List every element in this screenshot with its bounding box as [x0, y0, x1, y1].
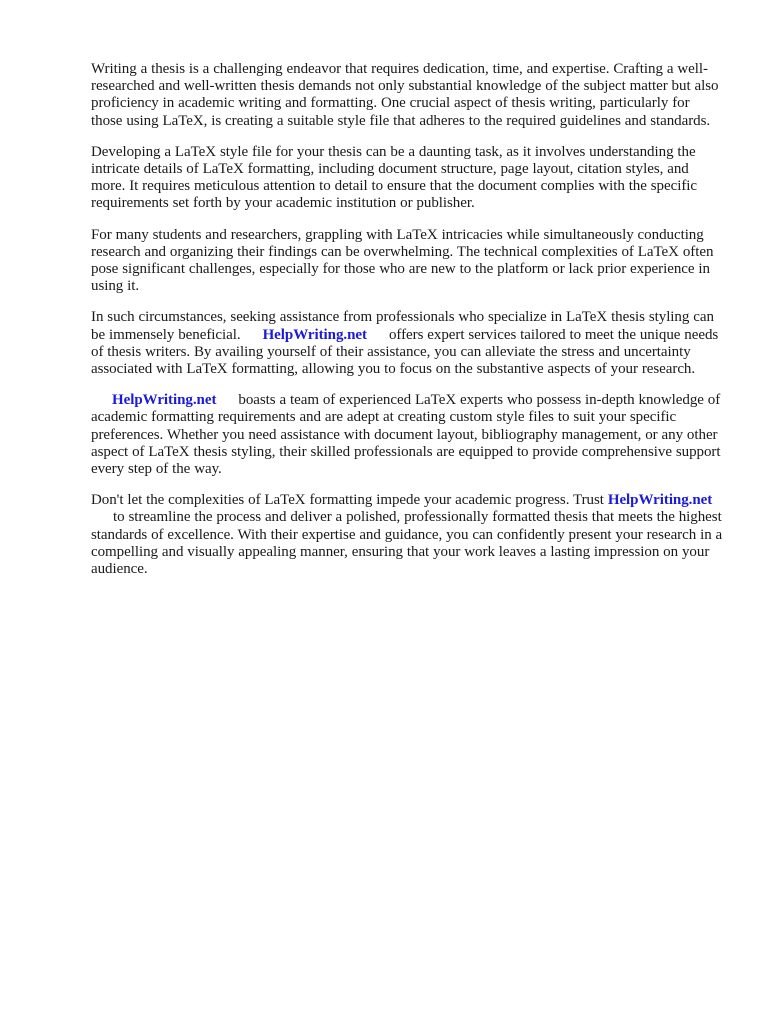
paragraph-5	[91, 392, 723, 478]
paragraph-4	[91, 309, 723, 378]
paragraph-text: For many students and researchers, grappling with LaTeX intricacies while simultaneously conducting research and organizing their findings can be overwhelming. The technical complexities of LaTeX often pose significant challenges, especially for those who are new to the platform or lack prior experience in using it.	[91, 226, 714, 295]
paragraph-text-after: boasts a team of experienced LaTeX experts who possess in-depth knowledge of academic formatting requirements and are adept at creating custom style files to suit your specific preferences. Whether you need assistance with document layout, bibliography management, or any other aspect of LaTeX thesis styling, their skilled professionals are equipped to provide comprehensive support every step of the way.	[91, 392, 721, 478]
paragraph-text-after: to streamline the process and deliver a polished, professionally formatted thesis that meets the highest standards of excellence. With their expertise and guidance, you can confidently present your research in a compelling and visually appealing manner, ensuring that your work leaves a lasting impression on your audience.	[91, 509, 723, 578]
paragraph-text-before: In such circumstances, seeking assistance from professionals who specialize in LaTeX thesis styling can be immensely beneficial.	[91, 309, 714, 343]
paragraph-text: Writing a thesis is a challenging endeavor that requires dedication, time, and expertise. Crafting a well-researched and well-written thesis demands not only substantial knowledge of the subject matter but also proficiency in academic writing and formatting. One crucial aspect of thesis writing, particularly for those using LaTeX, is creating a suitable style file that adheres to the required guidelines and standards.	[91, 61, 719, 129]
paragraph-2	[91, 144, 723, 213]
paragraph-6	[91, 492, 723, 578]
document-page	[91, 61, 723, 592]
paragraph-3	[91, 227, 723, 296]
paragraph-text: Developing a LaTeX style file for your thesis can be a daunting task, as it involves understanding the intricate details of LaTeX formatting, including document structure, page layout, citation styles, and more. It requires meticulous attention to detail to ensure that the document complies with the specific requirements set forth by your academic institution or publisher.	[91, 143, 698, 212]
helpwriting-link[interactable]: HelpWriting.net	[607, 492, 713, 509]
paragraph-1	[91, 61, 723, 130]
helpwriting-link[interactable]: HelpWriting.net	[262, 326, 367, 343]
paragraph-text-after: offers expert services tailored to meet the unique needs of thesis writers. By availing yourself of their assistance, you can alleviate the stress and uncertainty associated with LaTeX formatting, allowing you to focus on the substantive aspects of your research.	[91, 326, 719, 378]
helpwriting-link[interactable]: HelpWriting.net	[112, 392, 217, 409]
paragraph-text-before: Don't let the complexities of LaTeX formatting impede your academic progress. Trust	[91, 492, 604, 509]
